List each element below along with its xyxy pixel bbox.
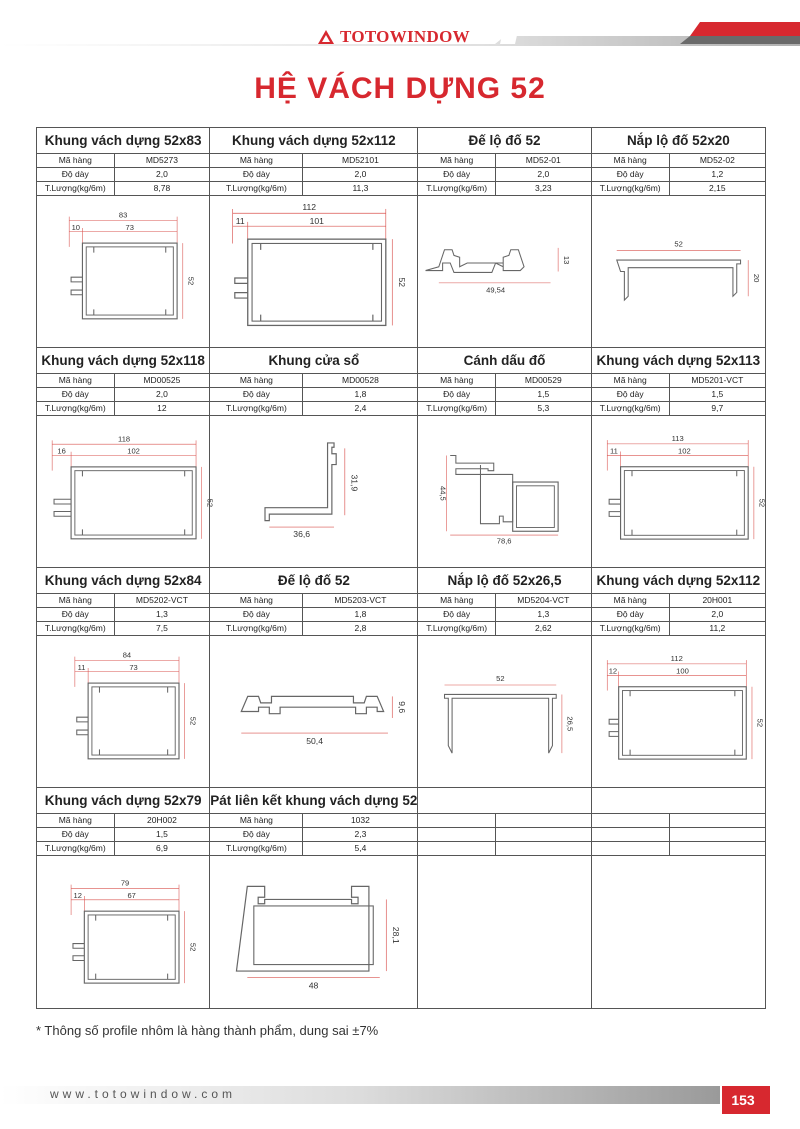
spec-value: MD5202-VCT <box>115 594 210 608</box>
dimension-label: 11 <box>236 216 245 227</box>
dimension-label: 12 <box>73 890 82 900</box>
profile-cross-section <box>210 196 417 347</box>
dimension-label: 83 <box>118 210 128 220</box>
profile-cross-section <box>37 636 209 787</box>
spec-value: 2,4 <box>303 402 417 416</box>
spec-value: 2,0 <box>303 168 417 182</box>
product-name: Nắp lộ đố 52x26,5 <box>418 568 590 594</box>
product-name <box>418 788 590 814</box>
product-grid <box>36 127 766 1009</box>
profile-cross-section <box>418 416 590 567</box>
spec-value: 2,15 <box>670 182 765 196</box>
dimension-label: 67 <box>127 890 136 900</box>
dimension-label: 73 <box>125 222 134 232</box>
spec-value <box>496 828 591 842</box>
profile-cross-section <box>592 636 765 787</box>
spec-label: Độ dày <box>592 388 670 402</box>
spec-value: 2,0 <box>496 168 591 182</box>
dimension-label: 26,5 <box>565 716 575 732</box>
profile-cross-section <box>418 636 590 787</box>
spec-label: Độ dày <box>37 828 115 842</box>
dimension-label: 9,6 <box>397 701 408 714</box>
spec-label: T.Lượng(kg/6m) <box>210 182 303 196</box>
spec-value: 11,2 <box>670 622 765 636</box>
dimension-label: 52 <box>186 276 196 286</box>
spec-value <box>670 842 765 856</box>
dimension-label: 52 <box>755 718 765 728</box>
spec-value: 20H002 <box>115 814 210 828</box>
spec-label: T.Lượng(kg/6m) <box>37 622 115 636</box>
profile-drawing <box>210 416 417 567</box>
spec-table <box>418 594 590 636</box>
spec-value: MD5273 <box>115 154 210 168</box>
spec-value: MD5201-VCT <box>670 374 765 388</box>
product-name: Đế lộ đố 52 <box>418 128 590 154</box>
spec-value: 2,0 <box>115 388 210 402</box>
footer-url[interactable]: www.totowindow.com <box>50 1087 237 1101</box>
dimension-label: 52 <box>205 498 215 508</box>
spec-value: MD00525 <box>115 374 210 388</box>
spec-label: Mã hàng <box>37 814 115 828</box>
spec-label: Độ dày <box>418 608 496 622</box>
profile-cross-section <box>37 416 215 567</box>
profile-drawing <box>37 416 215 567</box>
dimension-label: 12 <box>608 666 617 676</box>
brand-logo <box>318 27 470 47</box>
spec-table <box>210 374 417 416</box>
spec-value <box>670 828 765 842</box>
spec-value: 1,8 <box>303 388 417 402</box>
product-card <box>37 788 210 1008</box>
spec-table <box>418 374 590 416</box>
spec-table <box>592 374 765 416</box>
spec-value: MD52-02 <box>670 154 765 168</box>
spec-label: Độ dày <box>418 168 496 182</box>
product-name <box>592 788 765 814</box>
spec-label: Mã hàng <box>210 594 303 608</box>
spec-label: T.Lượng(kg/6m) <box>592 182 670 196</box>
spec-table <box>37 154 209 196</box>
dimension-label: 78,6 <box>497 536 512 546</box>
profile-drawing <box>37 636 209 787</box>
spec-label: T.Lượng(kg/6m) <box>37 842 115 856</box>
profile-drawing <box>592 196 765 347</box>
spec-table <box>37 374 209 416</box>
spec-value: MD5203-VCT <box>303 594 417 608</box>
product-card <box>37 348 215 568</box>
profile-drawing <box>418 856 590 1008</box>
spec-value: 1,5 <box>115 828 210 842</box>
spec-label: Độ dày <box>210 608 303 622</box>
spec-value: 9,7 <box>670 402 765 416</box>
product-card <box>210 128 418 348</box>
spec-label: Độ dày <box>592 168 670 182</box>
profile-drawing <box>592 856 765 1008</box>
spec-label: Độ dày <box>592 608 670 622</box>
product-name: Khung vách dựng 52x112 <box>210 128 417 154</box>
spec-label: T.Lượng(kg/6m) <box>210 402 303 416</box>
spec-label: T.Lượng(kg/6m) <box>418 182 496 196</box>
profile-drawing <box>592 636 765 787</box>
product-card <box>592 568 765 788</box>
empty-card <box>592 788 765 1008</box>
spec-table <box>210 814 417 856</box>
spec-label: Độ dày <box>37 388 115 402</box>
spec-table <box>210 594 417 636</box>
dimension-label: 28,1 <box>391 926 402 944</box>
logo-icon <box>318 30 334 44</box>
dimension-label: 16 <box>57 446 66 456</box>
spec-value: 6,9 <box>115 842 210 856</box>
product-name: Khung vách dựng 52x113 <box>592 348 765 374</box>
spec-label: Mã hàng <box>210 374 303 388</box>
dimension-label: 112 <box>670 654 683 664</box>
spec-value: 2,8 <box>303 622 417 636</box>
dimension-label: 50,4 <box>306 735 324 746</box>
product-card <box>210 788 418 1008</box>
product-card <box>210 568 418 788</box>
dimension-label: 52 <box>397 277 408 288</box>
spec-value: MD52-01 <box>496 154 591 168</box>
spec-label: Mã hàng <box>592 374 670 388</box>
profile-drawing <box>418 196 590 347</box>
spec-value: 2,0 <box>115 168 210 182</box>
spec-label: Độ dày <box>418 388 496 402</box>
spec-table <box>37 814 209 856</box>
dimension-label: 52 <box>188 716 198 726</box>
profile-drawing <box>418 636 590 787</box>
spec-label: Độ dày <box>210 168 303 182</box>
spec-value: 12 <box>115 402 210 416</box>
spec-label: Mã hàng <box>592 594 670 608</box>
spec-label: Mã hàng <box>37 154 115 168</box>
dimension-label: 44,5 <box>439 486 449 501</box>
spec-table <box>210 154 417 196</box>
empty-card <box>418 788 591 1008</box>
dimension-label: 11 <box>77 662 86 672</box>
profile-drawing <box>210 636 417 787</box>
dimension-label: 118 <box>118 434 131 444</box>
profile-cross-section <box>37 196 209 347</box>
profile-drawing <box>37 856 209 1008</box>
spec-value <box>496 814 591 828</box>
spec-value: 20H001 <box>670 594 765 608</box>
product-card <box>592 348 765 568</box>
spec-label: Mã hàng <box>210 154 303 168</box>
dimension-label: 79 <box>120 878 130 888</box>
profile-drawing <box>210 196 417 347</box>
spec-value <box>496 842 591 856</box>
spec-label: T.Lượng(kg/6m) <box>37 182 115 196</box>
spec-value: MD00528 <box>303 374 417 388</box>
spec-value: MD00529 <box>496 374 591 388</box>
profile-drawing <box>418 416 590 567</box>
spec-table <box>418 814 590 856</box>
dimension-label: 52 <box>188 942 198 952</box>
spec-value: 7,5 <box>115 622 210 636</box>
dimension-label: 31,9 <box>349 474 360 492</box>
spec-value: 2,62 <box>496 622 591 636</box>
spec-value: MD52101 <box>303 154 417 168</box>
dimension-label: 10 <box>71 222 81 232</box>
spec-value: 2,0 <box>670 608 765 622</box>
dimension-label: 49,54 <box>486 285 506 295</box>
spec-label: T.Lượng(kg/6m) <box>210 842 303 856</box>
spec-value: 2,3 <box>303 828 417 842</box>
spec-value: 1,3 <box>115 608 210 622</box>
spec-value: 5,3 <box>496 402 591 416</box>
product-name: Đế lộ đố 52 <box>210 568 417 594</box>
dimension-label: 101 <box>309 216 325 227</box>
spec-value: 8,78 <box>115 182 210 196</box>
profile-cross-section <box>37 856 209 1008</box>
spec-label: Mã hàng <box>592 154 670 168</box>
product-name: Khung cửa sổ <box>210 348 417 374</box>
profile-cross-section <box>592 196 765 347</box>
dimension-label: 73 <box>129 662 138 672</box>
spec-value: 11,3 <box>303 182 417 196</box>
spec-label: Mã hàng <box>418 374 496 388</box>
spec-label <box>592 842 670 856</box>
spec-table <box>37 594 209 636</box>
spec-label: T.Lượng(kg/6m) <box>210 622 303 636</box>
spec-label: Độ dày <box>210 828 303 842</box>
spec-value <box>670 814 765 828</box>
spec-label: Độ dày <box>210 388 303 402</box>
spec-label <box>592 828 670 842</box>
spec-label: T.Lượng(kg/6m) <box>592 402 670 416</box>
product-card <box>418 348 591 568</box>
spec-label: Độ dày <box>37 608 115 622</box>
dimension-label: 13 <box>562 255 572 265</box>
profile-drawing <box>592 416 765 567</box>
product-card <box>210 348 418 568</box>
spec-label: T.Lượng(kg/6m) <box>37 402 115 416</box>
product-name: Khung vách dựng 52x112 <box>592 568 765 594</box>
product-name: Khung vách dựng 52x84 <box>37 568 209 594</box>
product-card <box>418 568 591 788</box>
spec-value: 1,8 <box>303 608 417 622</box>
spec-label: Mã hàng <box>418 594 496 608</box>
profile-drawing <box>210 856 417 1008</box>
dimension-label: 100 <box>675 666 689 676</box>
product-name: Khung vách dựng 52x83 <box>37 128 209 154</box>
profile-cross-section <box>592 416 765 567</box>
spec-table <box>592 814 765 856</box>
profile-cross-section <box>210 416 417 567</box>
spec-table <box>418 154 590 196</box>
dimension-label: 20 <box>751 273 761 283</box>
spec-value: 1,5 <box>670 388 765 402</box>
spec-label: T.Lượng(kg/6m) <box>418 402 496 416</box>
product-card <box>418 128 591 348</box>
page-number: 153 <box>731 1092 755 1108</box>
product-name: Nắp lộ đố 52x20 <box>592 128 765 154</box>
product-card <box>37 128 210 348</box>
spec-label: T.Lượng(kg/6m) <box>592 622 670 636</box>
dimension-label: 52 <box>496 674 505 684</box>
dimension-label: 84 <box>122 650 132 660</box>
brand-name: TOTOWINDOW <box>340 27 470 46</box>
product-name: Cánh dấu đố <box>418 348 590 374</box>
footnote: * Thông số profile nhôm là hàng thành phẩm, dung sai ±7% <box>36 1023 379 1038</box>
spec-label: Mã hàng <box>37 594 115 608</box>
dimension-label: 48 <box>309 980 319 991</box>
dimension-label: 102 <box>127 446 140 456</box>
dimension-label: 113 <box>671 434 684 444</box>
spec-label <box>418 814 496 828</box>
spec-table <box>592 594 765 636</box>
spec-label <box>418 842 496 856</box>
dimension-label: 52 <box>674 239 683 249</box>
spec-value: MD5204-VCT <box>496 594 591 608</box>
profile-cross-section <box>210 636 417 787</box>
spec-value: 1,5 <box>496 388 591 402</box>
profile-cross-section <box>210 856 417 1008</box>
profile-cross-section <box>418 196 590 347</box>
product-card <box>592 128 765 348</box>
spec-label: T.Lượng(kg/6m) <box>418 622 496 636</box>
spec-value: 1,3 <box>496 608 591 622</box>
spec-value: 1,2 <box>670 168 765 182</box>
spec-table <box>592 154 765 196</box>
spec-label: Mã hàng <box>418 154 496 168</box>
product-card <box>37 568 210 788</box>
spec-label <box>592 814 670 828</box>
product-name: Pát liên kết khung vách dựng 52 <box>210 788 417 814</box>
spec-value: 5,4 <box>303 842 417 856</box>
spec-value: 3,23 <box>496 182 591 196</box>
spec-label: Mã hàng <box>37 374 115 388</box>
dimension-label: 52 <box>757 498 767 508</box>
dimension-label: 102 <box>677 446 691 456</box>
spec-label <box>418 828 496 842</box>
spec-label: Mã hàng <box>210 814 303 828</box>
dimension-label: 36,6 <box>293 528 311 539</box>
page-title: HỆ VÁCH DỰNG 52 <box>254 72 546 105</box>
dimension-label: 112 <box>302 202 317 213</box>
product-name: Khung vách dựng 52x79 <box>37 788 209 814</box>
spec-value: 1032 <box>303 814 417 828</box>
product-name: Khung vách dựng 52x118 <box>37 348 209 374</box>
spec-label: Độ dày <box>37 168 115 182</box>
dimension-label: 11 <box>609 446 618 456</box>
profile-drawing <box>37 196 209 347</box>
